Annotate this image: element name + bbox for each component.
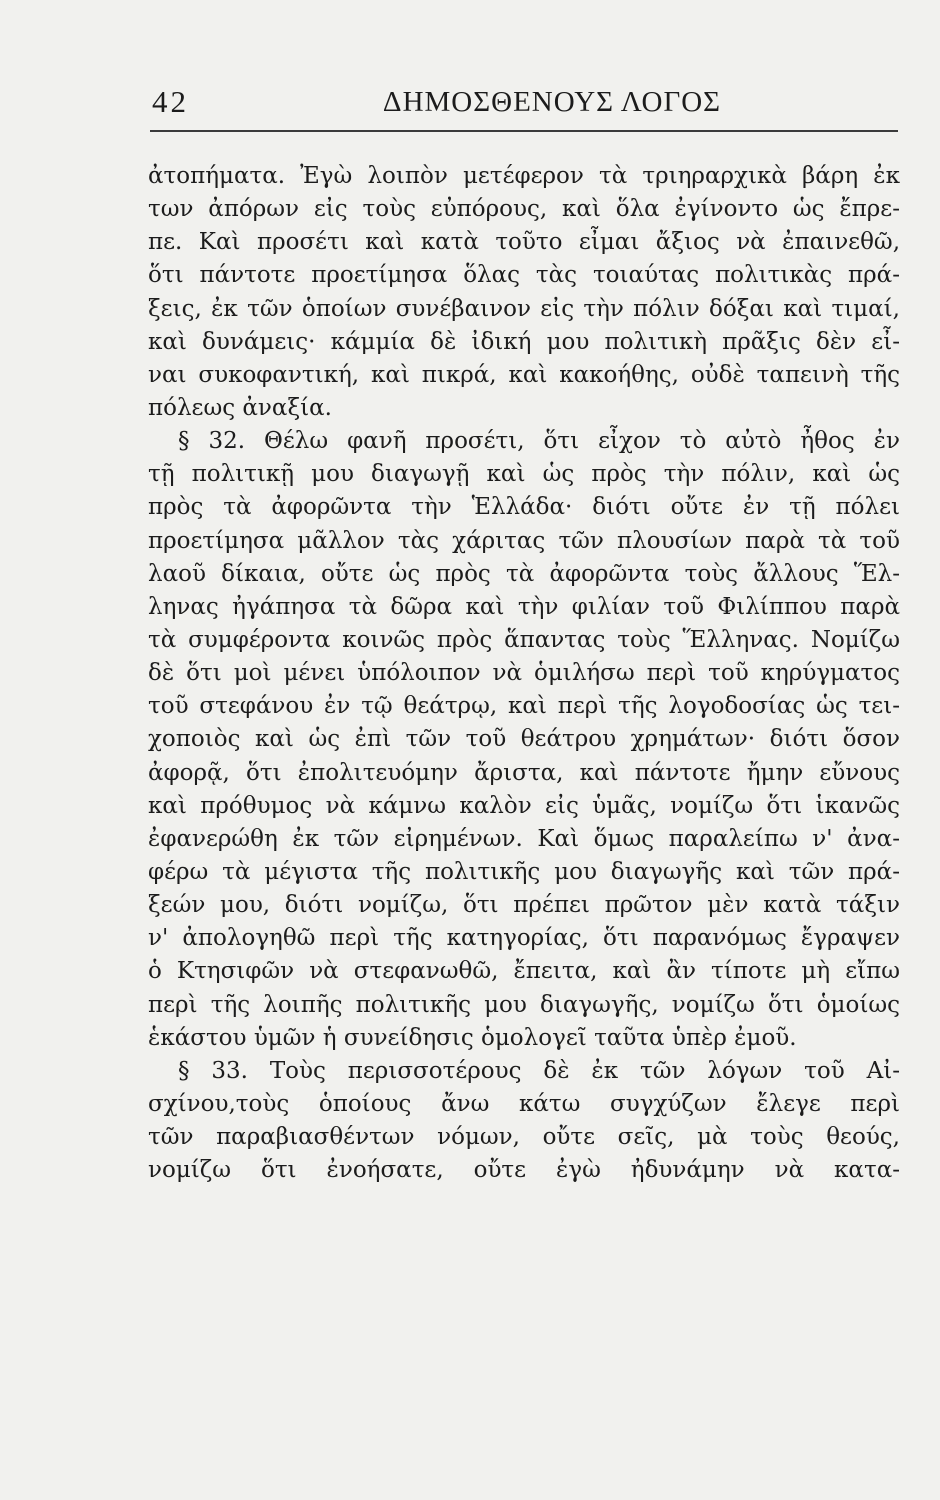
- text-line: τῇ πολιτικῇ μου διαγωγῇ καὶ ὡς πρὸς τὴν πόλιν, καὶ ὡς: [148, 461, 900, 488]
- text-line: ληνας ἠγάπησα τὰ δῶρα καὶ τὴν φιλίαν τοῦ Φιλίππου παρὰ: [148, 593, 900, 620]
- text-line: χοποιὸς καὶ ὡς ἐπὶ τῶν τοῦ θεάτρου χρημάτων· διότι ὅσον: [148, 726, 900, 753]
- text-line: ξεών μου, διότι νομίζω, ὅτι πρέπει πρῶτον μὲν κατὰ τάξιν: [148, 892, 900, 919]
- body-text: [148, 160, 900, 1187]
- text-line: πε. Καὶ προσέτι καὶ κατὰ τοῦτο εἶμαι ἄξιος νὰ ἐπαινεθῶ,: [148, 229, 900, 256]
- text-line: νομίζω ὅτι ἐνοήσατε, οὔτε ἐγὼ ἠδυνάμην νὰ κατα-: [148, 1157, 900, 1184]
- text-line: πόλεως ἀναξία.: [148, 394, 332, 421]
- text-line: τοῦ στεφάνου ἐν τῷ θεάτρῳ, καὶ περὶ τῆς λογοδοσίας ὡς τει-: [148, 693, 900, 720]
- text-line: ἑκάστου ὑμῶν ἡ συνείδησις ὁμολογεῖ ταῦτα ὑπὲρ ἐμοῦ.: [148, 1024, 797, 1051]
- text-line: ὅτι πάντοτε προετίμησα ὅλας τὰς τοιαύτας πολιτικὰς πρά-: [148, 262, 900, 289]
- text-line: δὲ ὅτι μοὶ μένει ὑπόλοιπον νὰ ὁμιλήσω περὶ τοῦ κηρύγματος: [148, 660, 900, 687]
- text-line: ἐφανερώθη ἐκ τῶν εἰρημένων. Καὶ ὅμως παραλείπω ν' ἀνα-: [148, 825, 900, 852]
- text-line: περὶ τῆς λοιπῆς πολιτικῆς μου διαγωγῆς, νομίζω ὅτι ὁμοίως: [148, 991, 900, 1018]
- text-line: ν' ἀπολογηθῶ περὶ τῆς κατηγορίας, ὅτι παρανόμως ἔγραψεν: [148, 925, 900, 952]
- text-line: σχίνου,τοὺς ὁποίους ἄνω κάτω συγχύζων ἔλεγε περὶ: [148, 1090, 900, 1117]
- page-number: 42: [152, 84, 189, 119]
- running-head: [148, 82, 896, 130]
- text-line: ναι συκοφαντική, καὶ πικρά, καὶ κακοήθης, οὐδὲ ταπεινὴ τῆς: [148, 361, 900, 388]
- text-line: καὶ πρόθυμος νὰ κάμνω καλὸν εἰς ὑμᾶς, νομίζω ὅτι ἱκανῶς: [148, 792, 900, 819]
- text-line: καὶ δυνάμεις· κάμμία δὲ ἰδική μου πολιτικὴ πρᾶξις δὲν εἶ-: [148, 328, 900, 355]
- header-rule: [150, 130, 898, 132]
- text-line: ξεις, ἐκ τῶν ὁποίων συνέβαινον εἰς τὴν πόλιν δόξαι καὶ τιμαί,: [148, 295, 900, 322]
- section-32-start: § 32. Θέλω φανῆ προσέτι, ὅτι εἶχον τὸ αὐτὸ ἦθος ἐν: [178, 428, 900, 455]
- text-line: πρὸς τὰ ἀφορῶντα τὴν Ἑλλάδα· διότι οὔτε ἐν τῇ πόλει: [148, 494, 900, 521]
- text-line: ὁ Κτησιφῶν νὰ στεφανωθῶ, ἔπειτα, καὶ ἂν τίποτε μὴ εἴπω: [148, 958, 900, 985]
- text-line: ἀτοπήματα. Ἐγὼ λοιπὸν μετέφερον τὰ τριηραρχικὰ βάρη ἐκ: [148, 163, 900, 189]
- text-line: τῶν παραβιασθέντων νόμων, οὔτε σεῖς, μὰ τοὺς θεούς,: [148, 1124, 900, 1151]
- text-line: λαοῦ δίκαια, οὔτε ὡς πρὸς τὰ ἀφορῶντα τοὺς ἄλλους Ἕλ-: [148, 560, 900, 587]
- text-line: φέρω τὰ μέγιστα τῆς πολιτικῆς μου διαγωγῆς καὶ τῶν πρά-: [148, 858, 900, 885]
- section-33-start: § 33. Τοὺς περισσοτέρους δὲ ἐκ τῶν λόγων τοῦ Αἰ-: [178, 1057, 900, 1084]
- text-line: των ἀπόρων εἰς τοὺς εὐπόρους, καὶ ὅλα ἐγίνοντο ὡς ἔπρε-: [148, 196, 900, 223]
- text-line: ἀφορᾷ, ὅτι ἐπολιτευόμην ἄριστα, καὶ πάντοτε ἤμην εὔνους: [148, 759, 900, 786]
- running-title: ΔΗΜΟΣΘΕΝΟΥΣ ΛΟΓΟΣ: [382, 86, 722, 118]
- text-line: προετίμησα μᾶλλον τὰς χάριτας τῶν πλουσίων παρὰ τὰ τοῦ: [148, 527, 900, 554]
- text-line: τὰ συμφέροντα κοινῶς πρὸς ἅπαντας τοὺς Ἕλληνας. Νομίζω: [148, 626, 900, 653]
